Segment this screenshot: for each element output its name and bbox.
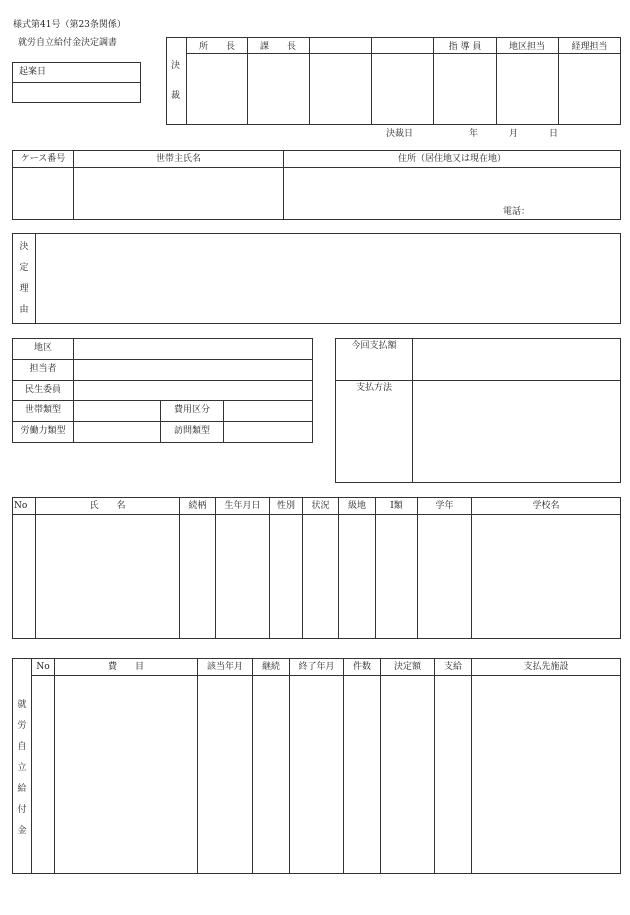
- document-title: 就労自立給付金決定調書: [18, 38, 118, 48]
- approval-date-label: 決裁日: [386, 129, 414, 139]
- district-field[interactable]: [74, 339, 312, 359]
- members-header-class-1: Ⅰ類: [390, 501, 403, 511]
- reason-label-char-1: 決: [19, 242, 29, 252]
- approval-stamp-district-staff[interactable]: [497, 54, 558, 124]
- phone-label: 電話：: [503, 207, 531, 217]
- benefit-header-end-month: 終了年月: [298, 662, 335, 672]
- payment-amount-field[interactable]: [413, 339, 620, 380]
- benefit-header-continuation: 継続: [261, 662, 280, 672]
- payment-amount-label: 今回支払額: [351, 341, 397, 351]
- visit-type-field[interactable]: [224, 422, 312, 442]
- address-label: 住所（居住地又は現在地）: [397, 154, 506, 164]
- benefit-side-char-4: 立: [17, 763, 27, 773]
- approval-date-day: 日: [549, 129, 559, 139]
- members-header-relation: 続柄: [188, 501, 207, 511]
- benefit-side-char-7: 金: [17, 826, 27, 836]
- benefit-table-body[interactable]: [32, 676, 620, 873]
- benefit-header-count: 件数: [352, 662, 371, 672]
- draft-date-label: 起案日: [19, 67, 47, 77]
- labor-type-field[interactable]: [74, 422, 160, 442]
- case-number-label: ケース番号: [20, 154, 66, 164]
- members-header-school-name: 学校名: [532, 501, 560, 511]
- district-label: 地区: [33, 343, 52, 353]
- approval-side-label-1: 決: [171, 61, 181, 71]
- approval-date-month: 月: [509, 129, 519, 139]
- members-header-school-year: 学年: [435, 501, 454, 511]
- reason-label-char-3: 理: [19, 284, 29, 294]
- benefit-header-expense-item: 費 目: [107, 662, 144, 672]
- members-header-birthdate: 生年月日: [224, 501, 261, 511]
- benefit-header-payment: 支給: [443, 662, 462, 672]
- labor-type-label: 労働力類型: [20, 426, 66, 436]
- benefit-side-char-5: 給: [17, 784, 27, 794]
- members-header-no: No: [14, 501, 28, 511]
- approval-col-accounting-staff: 経理担当: [571, 42, 608, 52]
- approval-stamp-accounting-staff[interactable]: [559, 54, 620, 124]
- approval-side-label-2: 裁: [171, 91, 181, 101]
- members-table-body[interactable]: [13, 515, 620, 638]
- address-field[interactable]: [284, 168, 620, 204]
- benefit-header-decided-amount: 決定額: [393, 662, 421, 672]
- form-number: 様式第41号（第23条関係）: [13, 20, 126, 30]
- approval-stamp-section-chief[interactable]: [248, 54, 309, 124]
- case-number-field[interactable]: [13, 168, 73, 219]
- household-head-name-field[interactable]: [74, 168, 283, 219]
- approval-col-district-staff: 地区担当: [508, 42, 545, 52]
- approval-col-instructor: 指 導 員: [448, 42, 482, 52]
- draft-date-field[interactable]: [13, 83, 140, 102]
- reason-label-char-4: 由: [19, 305, 29, 315]
- approval-col-section-chief: 課 長: [259, 42, 296, 52]
- approval-stamp-instructor[interactable]: [434, 54, 496, 124]
- payment-method-label: 支払方法: [355, 383, 392, 393]
- visit-type-label: 訪問類型: [173, 426, 210, 436]
- members-header-sex: 性別: [276, 501, 295, 511]
- benefit-header-no: No: [36, 662, 50, 672]
- benefit-side-char-6: 付: [17, 805, 27, 815]
- benefit-header-applicable-month: 該当年月: [206, 662, 243, 672]
- decision-reason-field[interactable]: [36, 234, 620, 323]
- household-type-field[interactable]: [74, 401, 160, 421]
- members-header-name: 氏 名: [89, 501, 126, 511]
- welfare-commissioner-field[interactable]: [74, 381, 312, 400]
- staff-label: 担当者: [29, 364, 57, 374]
- staff-field[interactable]: [74, 360, 312, 380]
- members-header-status: 状況: [311, 501, 330, 511]
- welfare-commissioner-label: 民生委員: [24, 385, 61, 395]
- approval-stamp-director[interactable]: [187, 54, 247, 124]
- members-header-grade-area: 級地: [347, 501, 366, 511]
- payment-method-field[interactable]: [413, 381, 620, 482]
- cost-category-field[interactable]: [224, 401, 312, 421]
- benefit-side-char-1: 就: [17, 700, 27, 710]
- approval-col-director: 所 長: [198, 42, 235, 52]
- benefit-header-payee-facility: 支払先施設: [523, 662, 569, 672]
- benefit-side-char-2: 労: [17, 721, 27, 731]
- household-head-name-label: 世帯主氏名: [155, 154, 201, 164]
- benefit-side-char-3: 自: [17, 742, 27, 752]
- approval-date-year: 年: [469, 129, 479, 139]
- cost-category-label: 費用区分: [173, 405, 210, 415]
- household-type-label: 世帯類型: [24, 405, 61, 415]
- reason-label-char-2: 定: [19, 263, 29, 273]
